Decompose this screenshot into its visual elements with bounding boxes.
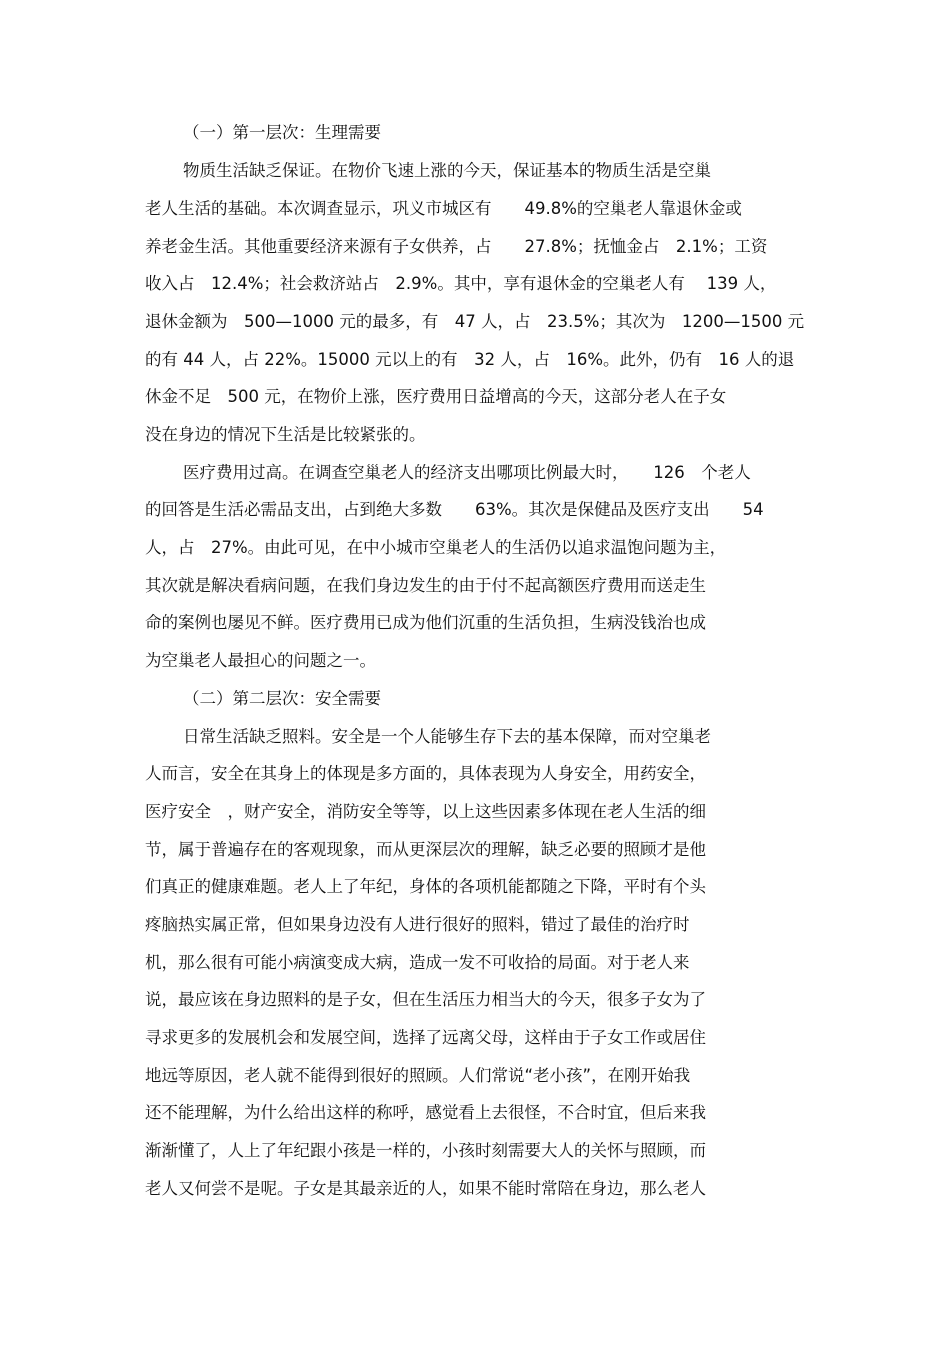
paragraph-line: 收入占 12.4%；社会救济站占 2.9%。其中，享有退休金的空巢老人有 139 人， <box>145 274 777 293</box>
paragraph-line: 医疗安全 ，财产安全，消防安全等等，以上这些因素多体现在老人生活的细 <box>145 802 706 821</box>
paragraph-line: 医疗费用过高。在调查空巢老人的经济支出哪项比例最大时， 126 个老人 <box>183 463 751 482</box>
paragraph-line: 休金不足 500 元，在物价上涨，医疗费用日益增高的今天，这部分老人在子女 <box>145 387 727 406</box>
heading-level-one: （一）第一层次：生理需要 <box>183 123 381 142</box>
paragraph-line: 疼脑热实属正常，但如果身边没有人进行很好的照料，错过了最佳的治疗时 <box>145 915 690 934</box>
paragraph-line: 退休金额为 500—1000 元的最多，有 47 人，占 23.5%；其次为 1200—1500 元 <box>145 312 805 331</box>
paragraph-line: 老人又何尝不是呢。子女是其最亲近的人，如果不能时常陪在身边，那么老人 <box>145 1179 706 1198</box>
paragraph-line: 为空巢老人最担心的问题之一。 <box>145 651 376 670</box>
paragraph-line: 人，占 27%。由此可见，在中小城市空巢老人的生活仍以追求温饱问题为主， <box>145 538 727 557</box>
paragraph-line: 的回答是生活必需品支出，占到绝大多数 63%。其次是保健品及医疗支出 54 <box>145 500 764 519</box>
paragraph-line: 寻求更多的发展机会和发展空间，选择了远离父母，这样由于子女工作或居住 <box>145 1028 706 1047</box>
paragraph-line: 物质生活缺乏保证。在物价飞速上涨的今天，保证基本的物质生活是空巢 <box>183 161 711 180</box>
heading-level-two: （二）第二层次：安全需要 <box>183 689 381 708</box>
paragraph-line: 们真正的健康难题。老人上了年纪，身体的各项机能都随之下降，平时有个头 <box>145 877 706 896</box>
paragraph-line: 人而言，安全在其身上的体现是多方面的，具体表现为人身安全，用药安全， <box>145 764 706 783</box>
paragraph-line: 节，属于普遍存在的客观现象，而从更深层次的理解，缺乏必要的照顾才是他 <box>145 840 706 859</box>
paragraph-line: 渐渐懂了，人上了年纪跟小孩是一样的，小孩时刻需要大人的关怀与照顾，而 <box>145 1141 706 1160</box>
paragraph-line: 老人生活的基础。本次调查显示，巩义市城区有 49.8%的空巢老人靠退休金或 <box>145 199 742 218</box>
paragraph-line: 还不能理解，为什么给出这样的称呼，感觉看上去很怪，不合时宜，但后来我 <box>145 1103 706 1122</box>
paragraph-line: 机，那么很有可能小病演变成大病，造成一发不可收拾的局面。对于老人来 <box>145 953 690 972</box>
paragraph-line: 没在身边的情况下生活是比较紧张的。 <box>145 425 426 444</box>
paragraph-line: 养老金生活。其他重要经济来源有子女供养，占 27.8%；抚恤金占 2.1%；工资 <box>145 237 768 256</box>
paragraph-line: 日常生活缺乏照料。安全是一个人能够生存下去的基本保障，而对空巢老 <box>183 727 711 746</box>
paragraph-line: 其次就是解决看病问题，在我们身边发生的由于付不起高额医疗费用而送走生 <box>145 576 706 595</box>
paragraph-line: 命的案例也屡见不鲜。医疗费用已成为他们沉重的生活负担，生病没钱治也成 <box>145 613 706 632</box>
paragraph-line: 地远等原因，老人就不能得到很好的照顾。人们常说“老小孩”，在刚开始我 <box>145 1066 691 1085</box>
paragraph-line: 说，最应该在身边照料的是子女，但在生活压力相当大的今天，很多子女为了 <box>145 990 706 1009</box>
paragraph-line: 的有 44 人，占 22%。15000 元以上的有 32 人，占 16%。此外，仍有 16 人的退 <box>145 350 795 369</box>
